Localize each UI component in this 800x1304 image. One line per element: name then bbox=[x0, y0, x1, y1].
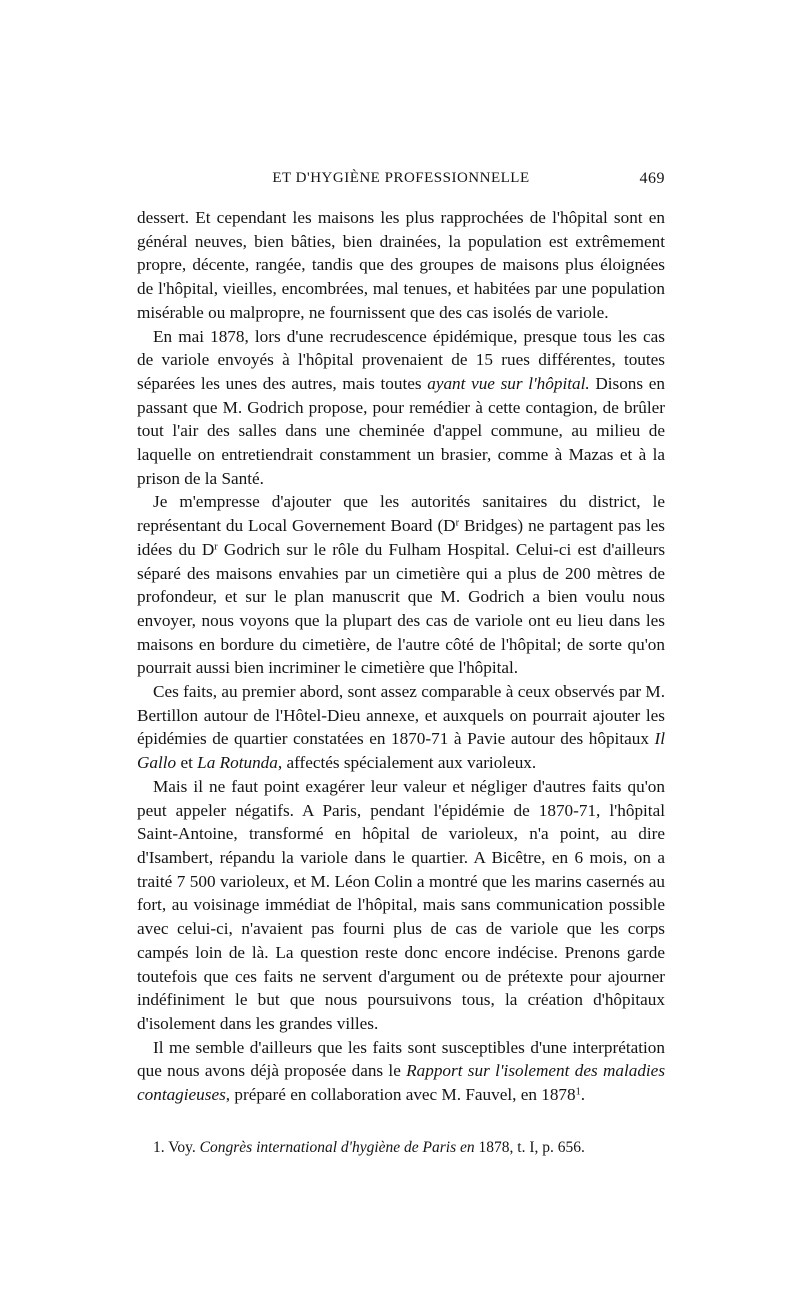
paragraph-3-text-b: Bridges) ne partagent pas les idées du D bbox=[137, 516, 665, 559]
paragraph-4-text-e: , affectés spécialement aux varioleux. bbox=[277, 753, 537, 773]
paragraph-3-superscript-1: r bbox=[455, 517, 460, 529]
running-title: ET D'HYGIÈNE PROFESSIONNELLE bbox=[272, 170, 530, 186]
paragraph-5: Mais il ne faut point exagérer leur valeur et négliger d'autres faits qu'on peut appeler négatifs. A Paris, pendant l'épidémie de 1870-71, l'hôpital Saint-Antoine, transformé en hôpital de varioleux, n'a point, au dire d'Isambert, répandu la variole dans le quartier. A Bicêtre, en 6 mois, on a traité 7 500 varioleux, et M. Léon Colin a montré que les marins casernés au fort, au voisinage immédiat de l'hôpital, mais sans communication possible avec celui-ci, n'avaient pas fourni plus de cas de variole que les corps campés loin de là. La question reste donc encore indécise. Prenons garde toutefois que ces faits ne servent d'argument ou de prétexte pour ajourner indéfiniment le but que nous poursuivons tous, la création d'hôpitaux d'isolement dans les grandes villes. bbox=[137, 776, 665, 1033]
paragraph-4 bbox=[137, 680, 665, 775]
paragraph-3-superscript-2: r bbox=[214, 541, 218, 553]
paragraph-2 bbox=[137, 325, 665, 491]
paragraph-4-text-c: et bbox=[176, 753, 198, 773]
paragraph-6-text-d: . bbox=[580, 1085, 586, 1105]
paragraph-4-text-a: Ces faits, au premier abord, sont assez comparable à ceux observés par M. Bertillon autour de l'Hôtel-Dieu annexe, et auxquels on pourrait ajouter les épidémies de quartier constatées en 1870-71 à Pavie autour des hôpitaux bbox=[137, 682, 665, 749]
paragraph-1: dessert. Et cependant les maisons les plus rapprochées de l'hôpital sont en général neuves, bien bâties, bien drainées, la population est extrêmement propre, décente, rangée, tandis que des groupes de maisons plus éloignées de l'hôpital, vieilles, encombrées, mal tenues, et habitées par une population misérable ou malpropre, ne fournissent que des cas isolés de variole. bbox=[137, 208, 665, 322]
footnote-marker: 1 bbox=[575, 1086, 581, 1098]
running-head bbox=[137, 170, 665, 194]
paragraph-4-italic-il-gallo: Il Gallo bbox=[137, 729, 665, 773]
paragraph-6-text-a: Il me semble d'ailleurs que les faits sont susceptibles d'une interprétation que nous avons déjà proposée dans le bbox=[137, 1037, 665, 1081]
paragraph-6 bbox=[137, 1036, 665, 1107]
footnote bbox=[137, 1137, 665, 1158]
paragraph-6-text-c: , préparé en collaboration avec M. Fauvel, en 1878 bbox=[225, 1085, 576, 1105]
paragraph-3-text-c: Godrich sur le rôle du Fulham Hospital. Celui-ci est d'ailleurs séparé des maisons envahies par un cimetière qui a plus de 200 mètres de profondeur, et sur le plan manuscrit que M. Godrich a bien voulu nous envoyer, nous voyons que la plupart des cas de variole ont eu lieu dans les maisons en bordure du cimetière, de l'autre côté de l'hôpital; de sorte qu'on pourrait aussi bien incriminer le cimetière que l'hôpital. bbox=[137, 539, 666, 678]
paragraph-6-italic-rapport: Rapport sur l'isolement des maladies contagieuses bbox=[137, 1061, 666, 1105]
paragraph-3-text-a: Je m'empresse d'ajouter que les autorités sanitaires du district, le représentant du Local Governement Board (D bbox=[137, 492, 665, 536]
document-page bbox=[137, 170, 665, 1158]
paragraph-3 bbox=[137, 490, 665, 680]
footnote-number: 1. bbox=[153, 1138, 165, 1156]
footnote-text-a: Voy. bbox=[164, 1138, 200, 1156]
paragraph-2-text-c: Disons en passant que M. Godrich propose, pour remédier à cette contagion, de brûler tout l'air des salles dans une cheminée d'appel commune, au milieu de laquelle on entretiendrait constamment un brasier, comme à Mazas et à la prison de la Santé. bbox=[137, 373, 665, 488]
paragraph-4-italic-la-rotunda: La Rotunda bbox=[197, 753, 278, 773]
body-text bbox=[137, 206, 665, 1107]
paragraph-2-text-a: En mai 1878, lors d'une recrudescence épidémique, presque tous les cas de variole envoyés à l'hôpital provenaient de 15 rues différentes, toutes séparées les unes des autres, mais toutes bbox=[137, 326, 665, 393]
paragraph-2-italic: ayant vue sur l'hôpital. bbox=[427, 373, 590, 393]
footnote-italic: Congrès international d'hygiène de Paris en bbox=[199, 1138, 475, 1156]
page-number: 469 bbox=[639, 170, 665, 187]
footnote-text-c: 1878, t. I, p. 656. bbox=[474, 1138, 585, 1156]
